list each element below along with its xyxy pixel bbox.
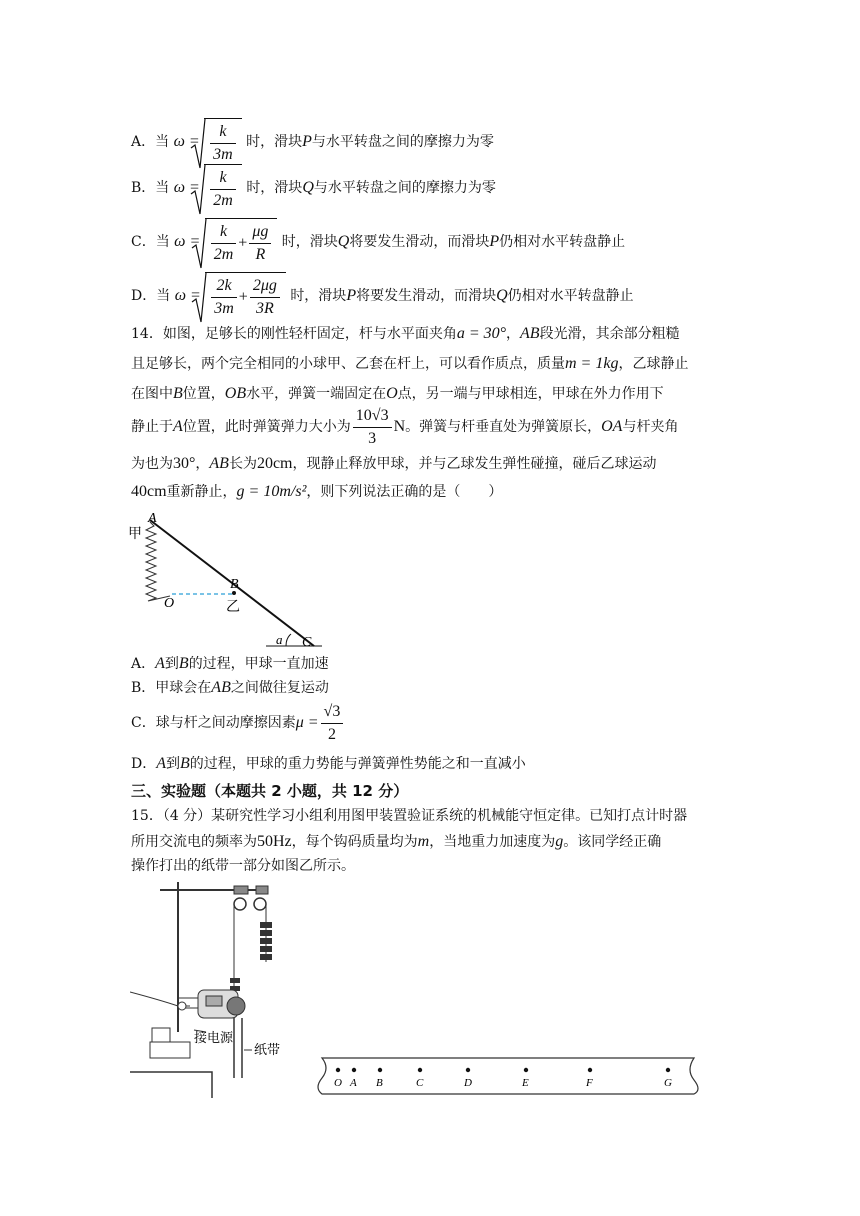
label-angle-a: a bbox=[276, 632, 283, 647]
pulley-2 bbox=[254, 898, 266, 910]
q14-line-6: 40cm重新静止，g = 10m/s²，则下列说法正确的是（ ） bbox=[131, 483, 503, 500]
option-14-d: D．A到B的过程，甲球的重力势能与弹簧弹性势能之和一直减小 bbox=[131, 755, 526, 772]
tape-dot-b bbox=[378, 1068, 382, 1072]
label-b: B bbox=[230, 577, 239, 592]
tape-outline bbox=[318, 1058, 698, 1094]
angle-arc bbox=[286, 634, 291, 646]
tape-label-c: C bbox=[416, 1077, 424, 1089]
sqrt-sign bbox=[191, 272, 207, 324]
q14-line-4: 静止于A位置，此时弹簧弹力大小为 $\frac{10√3}{3}$ N。弹簧与杆垂直处为弹簧原长，OA与杆夹角 bbox=[131, 406, 679, 447]
table bbox=[130, 1072, 212, 1098]
screw-knob bbox=[178, 1002, 186, 1010]
tape-label-b: B bbox=[376, 1077, 383, 1089]
q15-line-2: 所用交流电的频率为50Hz，每个钩码质量均为m，当地重力加速度为g。该同学经正确 bbox=[131, 833, 662, 850]
label-c: C bbox=[302, 635, 312, 650]
tape-label-g: G bbox=[664, 1077, 672, 1089]
pulley-1 bbox=[234, 898, 246, 910]
option-14-a: A．A到B的过程，甲球一直加速 bbox=[131, 655, 329, 672]
section-3-heading: 三、实验题（本题共 2 小题，共 12 分） bbox=[131, 782, 409, 800]
label-tape: 纸带 bbox=[254, 1042, 281, 1057]
label-a: A bbox=[148, 511, 157, 526]
option-13-b: B．当 ω = $\frac{k}{2m}$ 时，滑块Q与水平转盘之间的摩擦力为零 bbox=[131, 164, 496, 212]
tape-label-e: E bbox=[522, 1077, 529, 1089]
base-block bbox=[150, 1042, 190, 1058]
tape-label-a: A bbox=[350, 1077, 357, 1089]
tape-label-f: F bbox=[586, 1077, 593, 1089]
label-power: 接电源 bbox=[194, 1030, 234, 1045]
tape-label-o: O bbox=[334, 1077, 342, 1089]
tape-dot-e bbox=[524, 1068, 528, 1072]
timer-disc bbox=[227, 997, 245, 1015]
option-14-b: B．甲球会在AB之间做往复运动 bbox=[131, 679, 329, 696]
q14-line-1: 14．如图，足够长的刚性轻杆固定，杆与水平面夹角a = 30°，AB段光滑，其余部分粗糙 bbox=[131, 325, 680, 342]
sqrt-sign bbox=[191, 218, 207, 270]
tape-dot-d bbox=[466, 1068, 470, 1072]
apparatus-figure bbox=[130, 882, 300, 1098]
tape-dot-c bbox=[418, 1068, 422, 1072]
hook-weights-stack bbox=[260, 922, 272, 960]
label-o: O bbox=[164, 596, 175, 611]
base bbox=[152, 1028, 170, 1042]
q14-line-5: 为也为30°，AB长为20cm，现静止释放甲球，并与乙球发生弹性碰撞，碰后乙球运动 bbox=[131, 455, 657, 472]
clamp bbox=[234, 886, 248, 894]
clamp bbox=[256, 886, 268, 894]
q14-line-2: 且足够长，两个完全相同的小球甲、乙套在杆上，可以看作质点，质量m = 1kg，乙球静止 bbox=[131, 355, 689, 372]
timer-coil bbox=[206, 996, 222, 1006]
tape-dot-g bbox=[666, 1068, 670, 1072]
tape-dot-a bbox=[352, 1068, 356, 1072]
option-13-d: D．当 ω = $\frac{2k}{3m}$ + $\frac{2\mu g}{3R}$ 时，滑块P将要发生滑动，而滑块Q仍相对水平转盘静止 bbox=[131, 272, 634, 320]
option-14-c: C．球与杆之间动摩擦因素μ = $\frac{√3}{2}$ bbox=[131, 700, 345, 746]
sqrt-sign bbox=[190, 164, 206, 216]
option-13-a: A．当 ω = $\frac{k}{3m}$ 时，滑块P与水平转盘之间的摩擦力为零 bbox=[131, 118, 494, 166]
sqrt-sign bbox=[190, 118, 206, 170]
q15-line-1: 15．（4 分）某研究性学习小组利用图甲装置验证系统的机械能守恒定律。已知打点计时器 bbox=[131, 808, 688, 824]
label-yi: 乙 bbox=[226, 600, 240, 615]
rod-spring-figure bbox=[126, 508, 326, 650]
tape-dot-o bbox=[336, 1068, 340, 1072]
hook-weights-small bbox=[230, 978, 240, 991]
tape-dot-f bbox=[588, 1068, 592, 1072]
q14-line-3: 在图中B位置，OB水平，弹簧一端固定在O点，另一端与甲球相连，甲球在外力作用下 bbox=[131, 385, 664, 402]
option-13-c: C．当 ω = $\frac{k}{2m}$ + $\frac{\mu g}{R}$ 时，滑块Q将要发生滑动，而滑块P仍相对水平转盘静止 bbox=[131, 218, 625, 266]
q15-line-3: 操作打出的纸带一部分如图乙所示。 bbox=[131, 858, 355, 874]
tape-label-d: D bbox=[464, 1077, 472, 1089]
paper-tape-figure bbox=[314, 1050, 710, 1100]
label-jia: 甲 bbox=[128, 527, 142, 542]
